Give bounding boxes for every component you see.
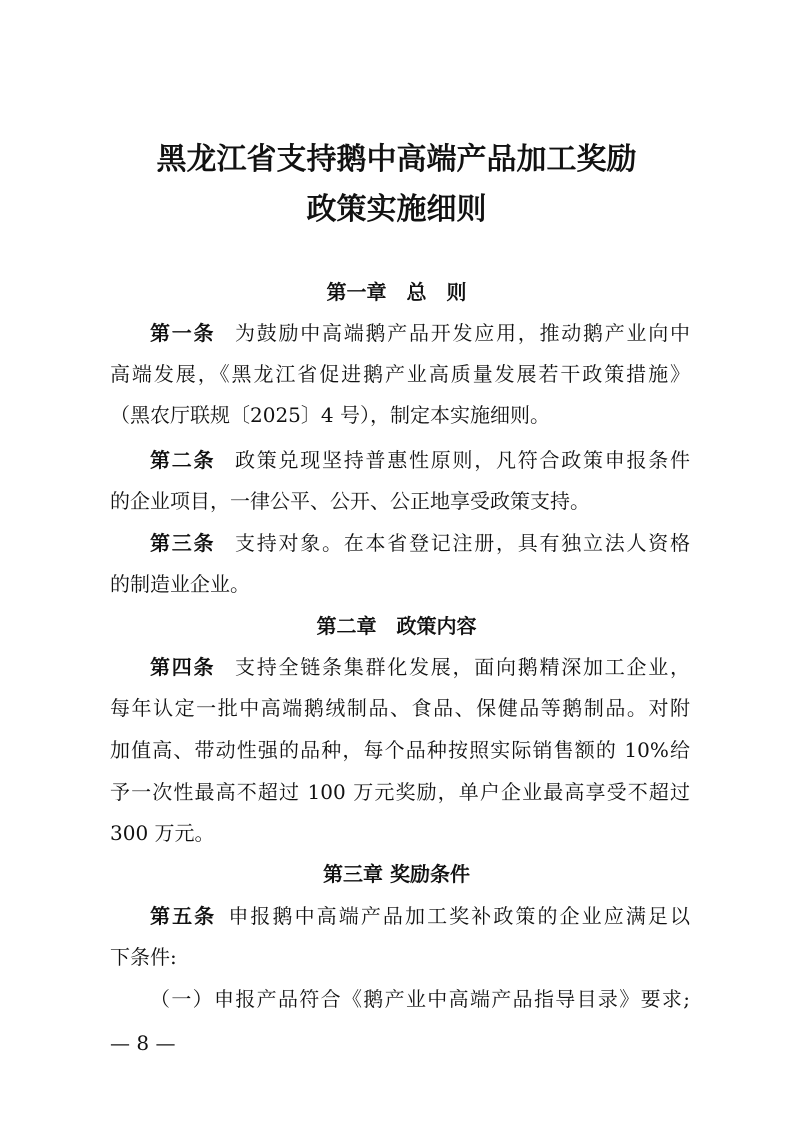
- document-title-line-2: 政策实施细则: [306, 192, 487, 227]
- document-title-line-1: 黑龙江省支持鹅中高端产品加工奖励: [156, 142, 637, 177]
- article-1-line-3: （黑农厅联规〔2025〕4 号），制定本实施细则。: [110, 403, 550, 427]
- chapter-3-heading: 第三章 奖励条件: [323, 862, 470, 886]
- page-number: — 8 —: [110, 1031, 176, 1055]
- article-3-text-1: 支持对象。在本省登记注册，具有独立法人资格: [233, 531, 690, 555]
- chapter-1-heading: 第一章 总 则: [326, 280, 467, 304]
- article-1-line-2: 高端发展，《黑龙江省促进鹅产业高质量发展若干政策措施》: [110, 362, 690, 386]
- article-4-line-5: 300 万元。: [110, 821, 215, 845]
- article-5-line-2: 下条件:: [110, 945, 177, 969]
- article-3-line-2: 的制造业企业。: [110, 572, 250, 596]
- article-4-line-2: 每年认定一批中高端鹅绒制品、食品、保健品等鹅制品。对附: [110, 696, 690, 720]
- article-4-line-1: [150, 652, 690, 682]
- article-1-line-1: [150, 318, 690, 348]
- article-2-number: 第二条: [150, 448, 216, 472]
- article-4-text-1: 支持全链条集群化发展，面向鹅精深加工企业，: [233, 655, 690, 679]
- article-3-number: 第三条: [150, 531, 216, 555]
- chapter-2-heading: 第二章 政策内容: [316, 614, 477, 638]
- article-5-line-1: [150, 901, 690, 931]
- article-2-line-1: [150, 445, 690, 475]
- article-5-item-1: （一）申报产品符合《鹅产业中高端产品指导目录》要求;: [150, 987, 690, 1011]
- article-4-number: 第四条: [150, 655, 216, 679]
- article-1-text-1: 为鼓励中高端鹅产品开发应用，推动鹅产业向中: [233, 321, 690, 345]
- article-3-line-1: [150, 528, 690, 558]
- article-2-line-2: 的企业项目，一律公平、公开、公正地享受政策支持。: [110, 489, 590, 513]
- article-5-number: 第五条: [150, 904, 217, 928]
- article-1-number: 第一条: [150, 321, 216, 345]
- article-2-text-1: 政策兑现坚持普惠性原则，凡符合政策申报条件: [233, 448, 690, 472]
- article-4-line-3: 加值高、带动性强的品种，每个品种按照实际销售额的 10%给: [110, 738, 690, 762]
- article-4-line-4: 予一次性最高不超过 100 万元奖励，单户企业最高享受不超过: [110, 780, 690, 804]
- article-5-text-1: 申报鹅中高端产品加工奖补政策的企业应满足以: [226, 904, 690, 928]
